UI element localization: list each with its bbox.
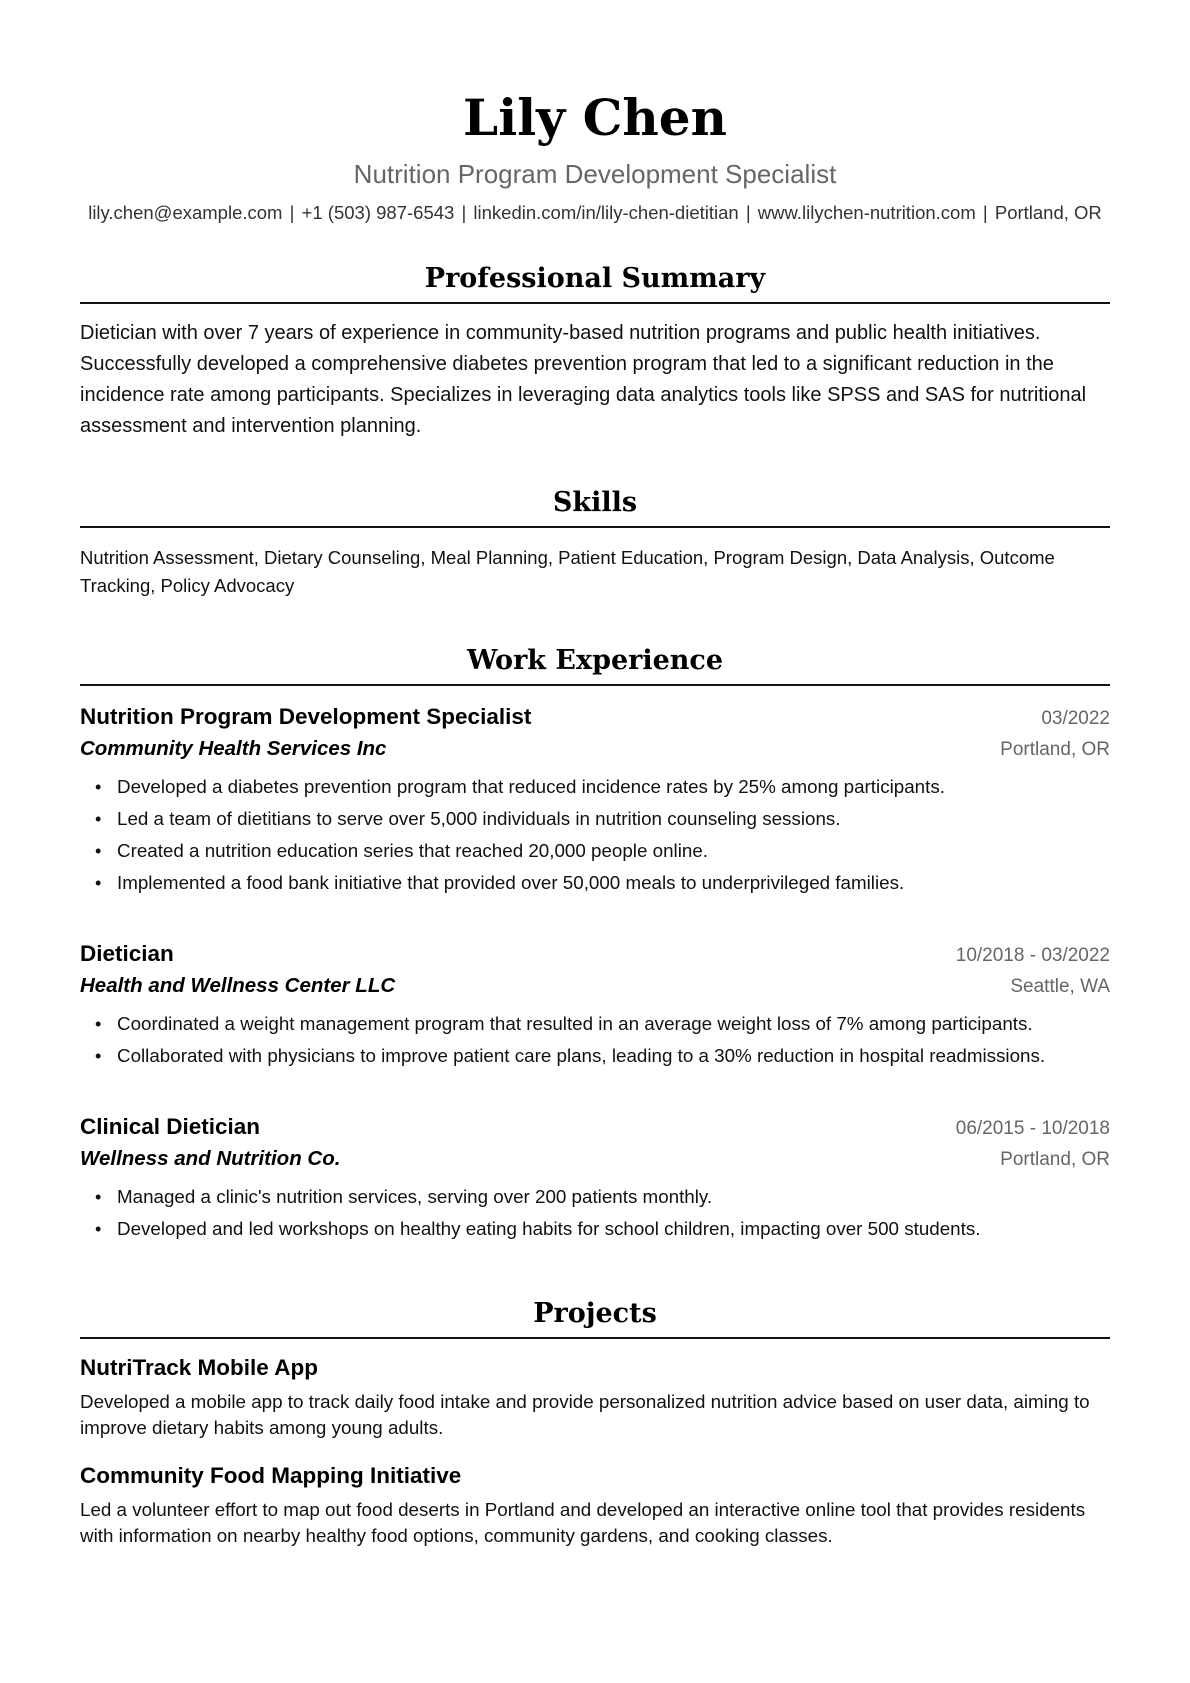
job-bullet-text: Created a nutrition education series that reached 20,000 people online. [117,840,708,861]
job-dates: 03/2022 [1041,708,1110,729]
bullet-icon: • [95,777,102,797]
job-bullet [80,835,1110,867]
job-company: Community Health Services Inc [80,737,387,760]
job-bullet-text: Coordinated a weight management program that resulted in an average weight loss of 7% among participants. [117,1013,1033,1034]
bullet-icon: • [95,1187,102,1207]
candidate-name: Lily Chen [463,88,727,147]
bullet-icon: • [95,1014,102,1034]
section-title-summary: Professional Summary [80,262,1110,304]
job-entry [80,702,1110,899]
job-bullet-text: Implemented a food bank initiative that provided over 50,000 meals to underprivileged families. [117,872,905,893]
job-company: Health and Wellness Center LLC [80,974,396,997]
job-bullets [80,771,1110,899]
job-bullet [80,1213,1110,1245]
job-title: Nutrition Program Development Specialist [80,704,532,729]
job-bullets [80,1008,1110,1072]
project-description: Led a volunteer effort to map out food deserts in Portland and developed an interactive online tool that provides residents with information on nearby healthy food options, community gardens, and cooking classes. [80,1499,1086,1546]
job-title: Clinical Dietician [80,1114,261,1139]
job-entry [80,939,1110,1072]
project-title: Community Food Mapping Initiative [80,1463,462,1488]
job-bullet-text: Managed a clinic's nutrition services, serving over 200 patients monthly. [117,1186,713,1207]
job-bullet-text: Developed and led workshops on healthy eating habits for school children, impacting over 500 students. [117,1218,981,1239]
project-title: NutriTrack Mobile App [80,1355,318,1380]
contact-linkedin[interactable]: linkedin.com/in/lily-chen-dietitian [473,202,739,223]
job-bullet-text: Collaborated with physicians to improve patient care plans, leading to a 30% reduction in hospital readmissions. [117,1045,1046,1066]
job-bullet [80,867,1110,899]
job-location: Seattle, WA [1010,976,1110,997]
project-entry [80,1461,1110,1549]
candidate-headline: Nutrition Program Development Specialist [353,159,837,189]
skills-text: Nutrition Assessment, Dietary Counseling, Meal Planning, Patient Education, Program Design, Data Analysis, Outcome Tracking, Policy Advocacy [80,547,1055,596]
project-description: Developed a mobile app to track daily food intake and provide personalized nutrition advice based on user data, aiming to improve dietary habits among young adults. [80,1391,1090,1438]
job-dates: 10/2018 - 03/2022 [955,945,1110,966]
bullet-icon: • [95,841,102,861]
contact-separator: | [461,202,467,223]
bullet-icon: • [95,1219,102,1239]
job-bullet [80,1008,1110,1040]
project-entry [80,1353,1110,1441]
contact-separator: | [745,202,751,223]
job-bullet-text: Developed a diabetes prevention program that reduced incidence rates by 25% among participants. [117,776,945,797]
contact-website[interactable]: www.lilychen-nutrition.com [757,202,976,223]
contact-line [80,202,1110,224]
contact-email[interactable]: lily.chen@example.com [88,202,283,223]
job-company: Wellness and Nutrition Co. [80,1147,341,1170]
contact-separator: | [982,202,988,223]
job-bullet [80,803,1110,835]
job-location: Portland, OR [1000,739,1110,760]
job-entry [80,1112,1110,1245]
bullet-icon: • [95,809,102,829]
job-dates: 06/2015 - 10/2018 [955,1118,1110,1139]
section-title-skills: Skills [80,486,1110,528]
job-bullet-text: Led a team of dietitians to serve over 5,000 individuals in nutrition counseling sessions. [117,808,841,829]
job-bullet [80,1181,1110,1213]
section-title-work-experience: Work Experience [80,644,1110,686]
job-bullet [80,1040,1110,1072]
bullet-icon: • [95,873,102,893]
section-title-projects: Projects [80,1297,1110,1339]
contact-phone[interactable]: +1 (503) 987-6543 [301,202,455,223]
contact-separator: | [289,202,295,223]
job-bullets [80,1181,1110,1245]
bullet-icon: • [95,1046,102,1066]
job-bullet [80,771,1110,803]
job-title: Dietician [80,941,174,966]
summary-text: Dietician with over 7 years of experience in community-based nutrition programs and public health initiatives. Successfully developed a comprehensive diabetes prevention program that led to a significant reduction in the incidence rate among participants. Specializes in leveraging data analytics tools like SPSS and SAS for nutritional assessment and intervention planning. [80,322,1087,437]
contact-location: Portland, OR [994,202,1102,223]
job-location: Portland, OR [1000,1149,1110,1170]
